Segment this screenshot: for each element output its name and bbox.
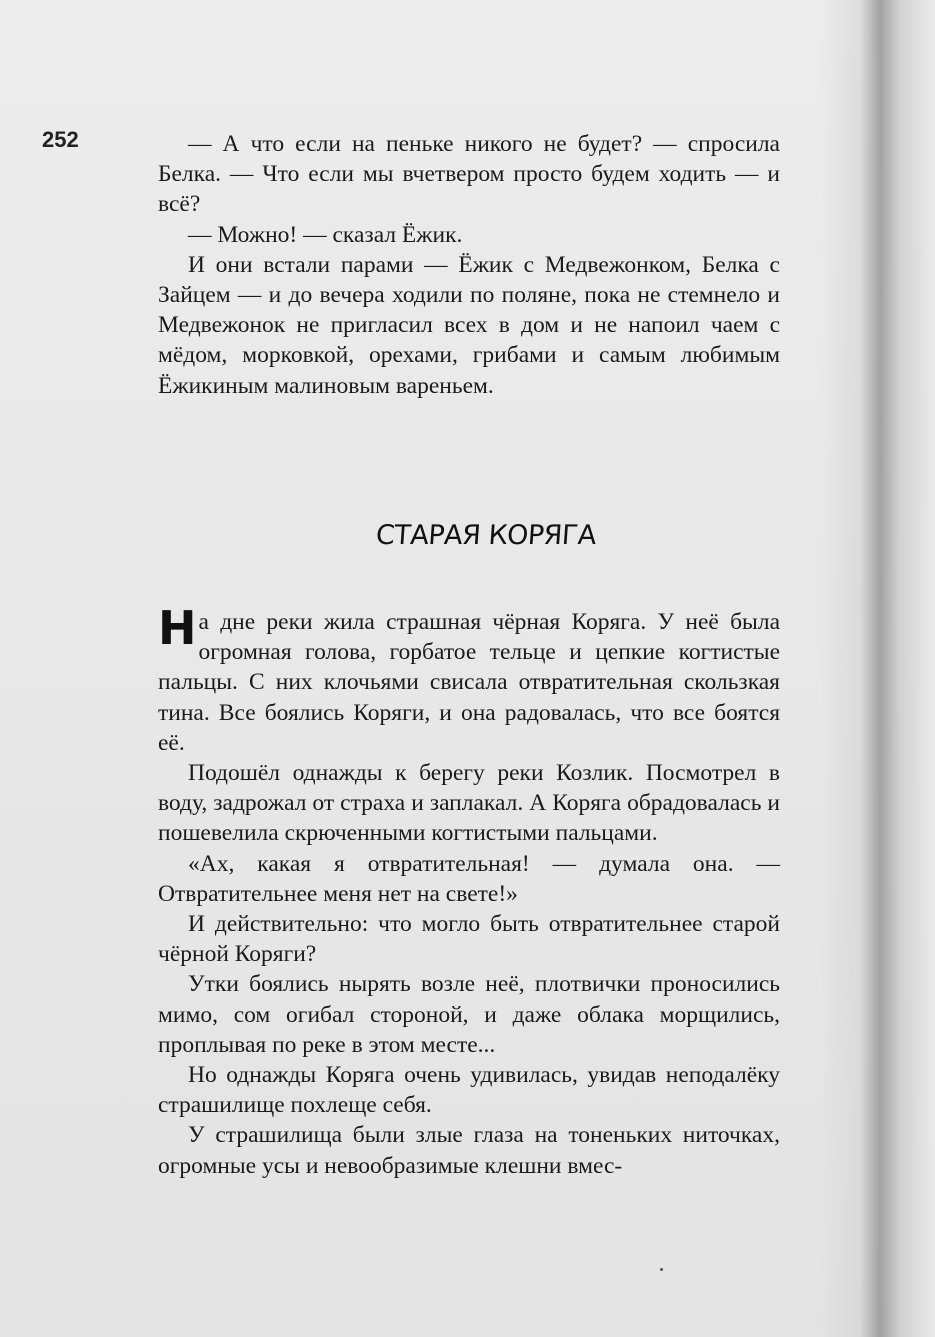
paper-speck bbox=[660, 1268, 663, 1271]
paragraph: У страшилища были злые глаза на тоненьких ниточках, огромные усы и невообразимые клешни вмес- bbox=[158, 1122, 780, 1179]
first-paragraph-text: а дне реки жила страшная чёрная Коряга. У неё была огромная голова, горбатое тельце и цепкие когтистые пальцы. С них клочьями свисала отвратительная скользкая тина. Все боялись Коряги, и она радовалась, что все боятся её. bbox=[158, 609, 780, 756]
chapter-title-text: СТАРАЯ КОРЯГА bbox=[374, 520, 597, 551]
text-block-top bbox=[158, 129, 780, 401]
drop-cap: Н bbox=[158, 601, 197, 655]
paragraph: И они встали парами — Ёжик с Медвежонком, Белка с Зайцем — и до вечера ходили по поляне, пока не стемнело и Медвежонок не пригласил всех в дом и не напоил чаем с мёдом, морковкой, орехами, грибами и самым любимым Ёжикиным малиновым вареньем. bbox=[158, 251, 780, 399]
first-paragraph bbox=[158, 601, 780, 758]
page-number: 252 bbox=[42, 127, 79, 152]
paragraph: Но однажды Коряга очень удивилась, увидав неподалёку страшилище похлеще себя. bbox=[158, 1062, 780, 1119]
paragraph: — Можно! — сказал Ёжик. bbox=[188, 221, 463, 248]
paragraph: Подошёл однажды к берегу реки Козлик. Посмотрел в воду, задрожал от страха и заплакал. А Коряга обрадовалась и пошевелила скрюченными когтистыми пальцами. bbox=[158, 760, 780, 847]
paragraph: «Ах, какая я отвратительная! — думала она. — Отвратительнее меня нет на свете!» bbox=[158, 850, 780, 907]
paragraph: — А что если на пеньке никого не будет? — спросила Белка. — Что если мы вчетвером просто будем ходить — и всё? bbox=[158, 131, 780, 218]
text-block-bottom bbox=[158, 601, 780, 1181]
paragraph: Утки боялись нырять возле неё, плотвички проносились мимо, сом огибал стороной, и даже облака морщились, проплывая по реке в этом месте... bbox=[158, 971, 780, 1058]
paragraph: И действительно: что могло быть отвратительнее старой чёрной Коряги? bbox=[158, 911, 780, 968]
chapter-title bbox=[0, 520, 935, 551]
